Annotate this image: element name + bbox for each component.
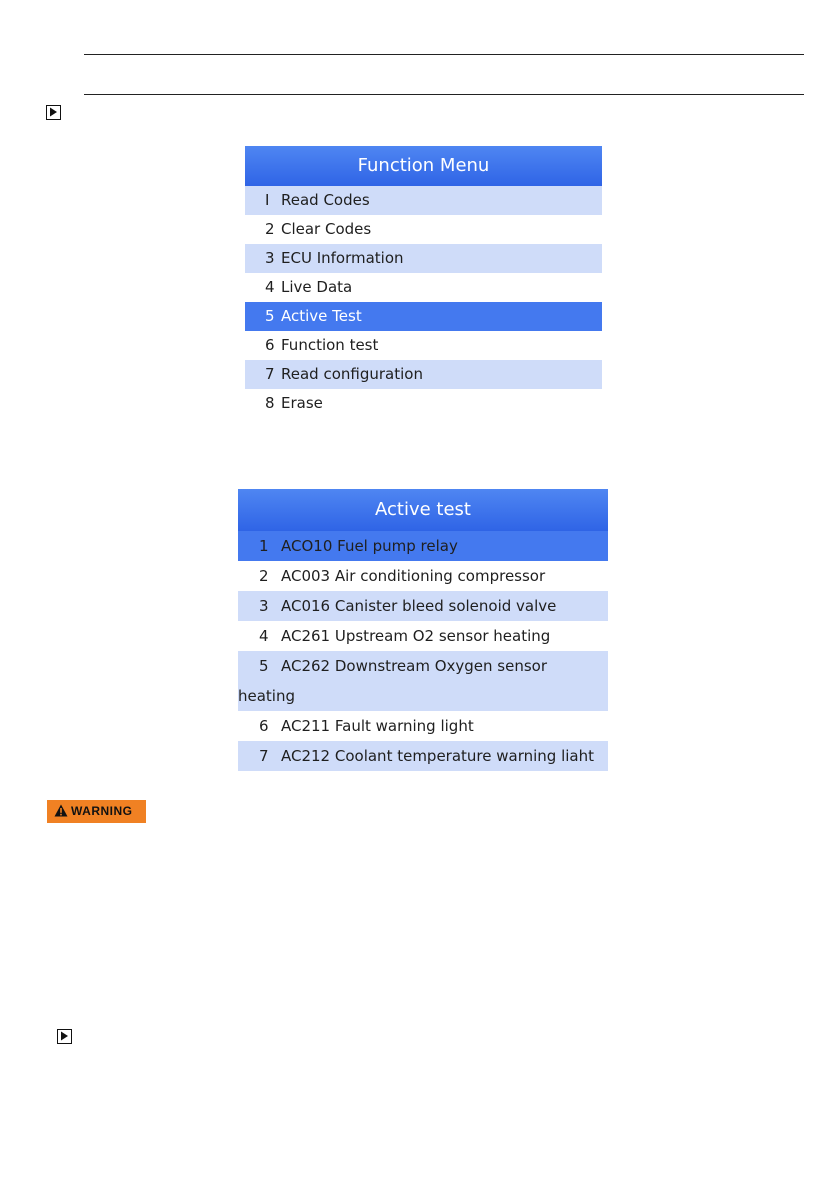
test-item-number: 5 bbox=[259, 657, 269, 675]
test-item[interactable] bbox=[238, 531, 608, 561]
function-menu-screen bbox=[245, 146, 602, 418]
test-item-number: 4 bbox=[259, 627, 269, 645]
menu-item-number: 2 bbox=[265, 220, 275, 238]
test-item-label: AC003 Air conditioning compressor bbox=[281, 567, 546, 585]
test-item-label: AC262 Downstream Oxygen sensor bbox=[281, 657, 548, 675]
menu-item-label: Read configuration bbox=[281, 365, 423, 383]
test-item-label: AC211 Fault warning light bbox=[281, 717, 474, 735]
test-item[interactable] bbox=[238, 741, 608, 771]
test-item-label: ACO10 Fuel pump relay bbox=[281, 537, 458, 555]
active-test-screen bbox=[238, 489, 608, 771]
test-item[interactable] bbox=[238, 651, 608, 711]
menu-item[interactable] bbox=[245, 186, 602, 215]
menu-item-number: 6 bbox=[265, 336, 275, 354]
header-rule-top bbox=[84, 54, 804, 55]
menu-item-number: I bbox=[265, 191, 270, 209]
menu-item-label: Erase bbox=[281, 394, 323, 412]
menu-item[interactable] bbox=[245, 360, 602, 389]
menu-item[interactable] bbox=[245, 331, 602, 360]
active-test-title: Active test bbox=[238, 489, 608, 531]
test-item[interactable] bbox=[238, 591, 608, 621]
test-item-label: AC261 Upstream O2 sensor heating bbox=[281, 627, 551, 645]
menu-item-number: 4 bbox=[265, 278, 275, 296]
function-menu-list bbox=[245, 186, 602, 418]
menu-item-number: 5 bbox=[265, 307, 275, 325]
menu-item-label: Read Codes bbox=[281, 191, 370, 209]
test-item-number: 3 bbox=[259, 597, 269, 615]
function-menu-title: Function Menu bbox=[245, 146, 602, 186]
play-triangle-icon bbox=[57, 1029, 72, 1044]
test-item-number: 2 bbox=[259, 567, 269, 585]
menu-item[interactable] bbox=[245, 215, 602, 244]
menu-item-number: 3 bbox=[265, 249, 275, 267]
header-rule-bottom bbox=[84, 94, 804, 95]
test-item-number: 6 bbox=[259, 717, 269, 735]
test-item[interactable] bbox=[238, 711, 608, 741]
test-item-number: 1 bbox=[259, 537, 269, 555]
play-triangle-icon bbox=[46, 105, 61, 120]
test-item-label: AC016 Canister bleed solenoid valve bbox=[281, 597, 557, 615]
menu-item-label: Active Test bbox=[281, 307, 362, 325]
test-item-label-continued: heating bbox=[238, 687, 296, 705]
menu-item-number: 8 bbox=[265, 394, 275, 412]
menu-item[interactable] bbox=[245, 302, 602, 331]
menu-item[interactable] bbox=[245, 244, 602, 273]
test-item-number: 7 bbox=[259, 747, 269, 765]
test-item[interactable] bbox=[238, 621, 608, 651]
warning-badge bbox=[47, 800, 146, 823]
menu-item-label: ECU Information bbox=[281, 249, 404, 267]
menu-item-number: 7 bbox=[265, 365, 275, 383]
menu-item[interactable] bbox=[245, 273, 602, 302]
menu-item-label: Function test bbox=[281, 336, 379, 354]
warning-label: WARNING bbox=[71, 804, 133, 818]
menu-item-label: Clear Codes bbox=[281, 220, 372, 238]
menu-item-label: Live Data bbox=[281, 278, 353, 296]
active-test-list bbox=[238, 531, 608, 771]
warning-triangle-icon bbox=[54, 804, 68, 817]
test-item[interactable] bbox=[238, 561, 608, 591]
menu-item[interactable] bbox=[245, 389, 602, 418]
test-item-label: AC212 Coolant temperature warning liaht bbox=[281, 747, 595, 765]
